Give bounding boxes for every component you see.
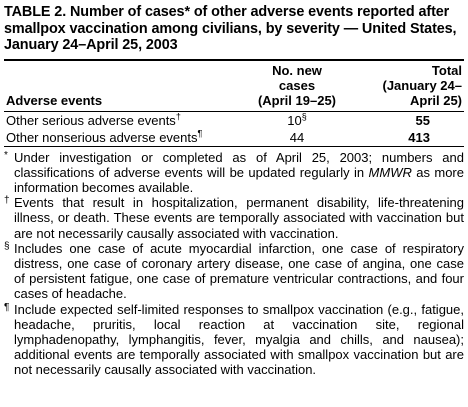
row-event-label: Other serious adverse events	[6, 112, 176, 128]
footnote-text-after: as more information becomes available.	[14, 164, 464, 195]
header-new-cases-line2: cases	[278, 77, 316, 93]
header-row	[4, 61, 464, 111]
header-adverse-events-label: Adverse events	[6, 92, 103, 108]
table-title: TABLE 2. Number of cases* of other adverse events reported after smallpox vaccination among civilians, by severity — United States, January 24–April 25, 2003	[4, 4, 457, 53]
header-new-cases	[242, 61, 352, 111]
header-total-line1: Total	[431, 62, 462, 78]
bottom-rule	[4, 146, 464, 147]
footnote-italic: MMWR	[368, 164, 412, 180]
footnote-text: Under investigation or completed as of April 25, 2003; numbers and classifications of adverse events will be updated regularly in	[14, 149, 464, 180]
row-event-mark: ¶	[197, 128, 203, 139]
footnote	[4, 302, 464, 378]
row-new-cases-mark: §	[301, 111, 307, 122]
row-total: 55	[415, 112, 430, 128]
footnote-mark: §	[4, 240, 10, 252]
footnote-mark: ¶	[4, 301, 10, 313]
table-row	[4, 129, 464, 146]
footnote	[4, 195, 464, 241]
footnote-mark: †	[4, 195, 10, 207]
adverse-events-table	[4, 61, 464, 147]
footnote	[4, 150, 464, 196]
table-row	[4, 112, 464, 129]
header-total-line3: April 25)	[409, 92, 462, 108]
document	[4, 0, 464, 378]
row-event-mark: †	[175, 111, 181, 122]
header-new-cases-line3: (April 19–25)	[257, 92, 337, 108]
footnote-text: Events that result in hospitalization, permanent disability, life-threatening illness, or death. These events are temporally associated with vaccination but are not necessarily causally associated with vaccination.	[14, 195, 464, 241]
footnote-text: Include expected self-limited responses to smallpox vaccination (e.g., fatigue, headache, pruritis, local reaction at vaccination site, regional lymphadenopathy, lymphangitis, fever, myalgia and chills, and nausea); additional events are temporally associated with smallpox vaccination but are not necessarily causally associated with vaccination.	[14, 301, 464, 378]
row-total: 413	[408, 129, 430, 145]
row-event-label: Other nonserious adverse events	[6, 129, 198, 145]
row-new-cases: 10	[287, 112, 302, 128]
header-total	[352, 61, 464, 111]
header-total-line2: (January 24–	[382, 77, 462, 93]
footnote-mark: *	[4, 149, 8, 161]
footnotes	[4, 150, 464, 378]
row-new-cases: 44	[289, 129, 305, 145]
footnote	[4, 241, 464, 302]
header-adverse-events	[4, 61, 242, 111]
header-new-cases-line1: No. new	[272, 62, 322, 78]
footnote-text: Includes one case of acute myocardial infarction, one case of respiratory distress, one case of coronary artery disease, one case of angina, one case of persistent fatigue, one case of premature ventricular contractions, and four cases of headache.	[14, 240, 464, 302]
